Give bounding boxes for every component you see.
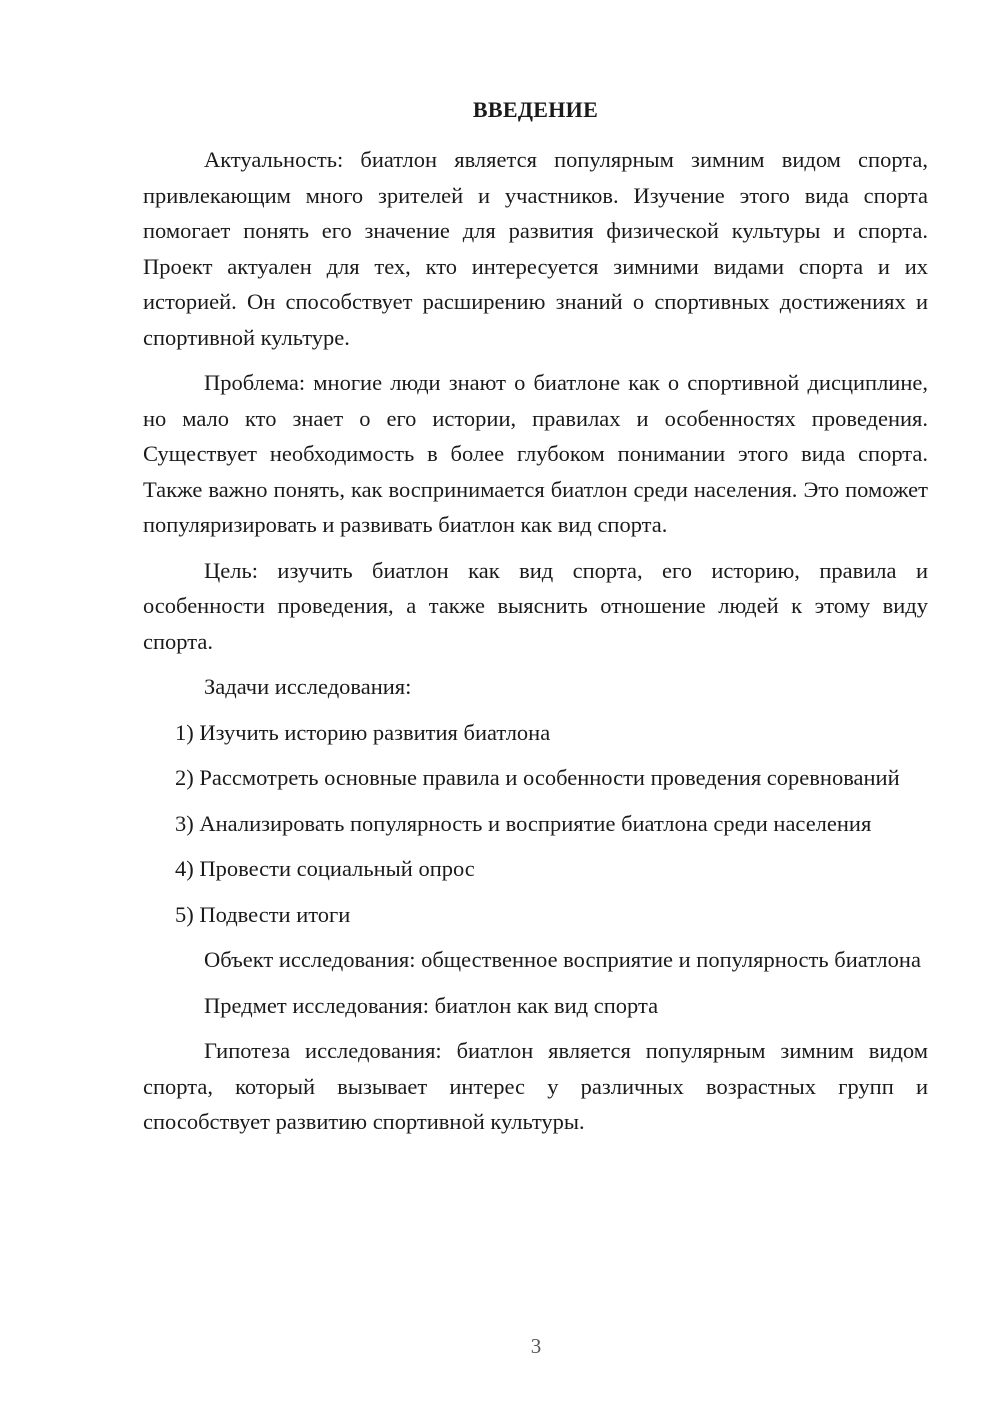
task-item: 3) Анализировать популярность и восприятие биатлона среди населения — [175, 810, 872, 836]
page-number: 3 — [530, 1334, 542, 1358]
problem-paragraph: Проблема: многие люди знают о биатлоне как о спортивной дисциплине, но мало кто знает о его истории, правилах и особенностях проведения. Существует необходимость в более глубоком понимании этого вида спорта. Также важно понять, как воспринимается биатлон среди населения. Это поможет популяризировать и развивать биатлон как вид спорта. — [143, 370, 928, 537]
subject-paragraph: Предмет исследования: биатлон как вид спорта — [204, 992, 659, 1018]
relevance-paragraph: Актуальность: биатлон является популярным зимним видом спорта, привлекающим много зрителей и участников. Изучение этого вида спорта помогает понять его значение для развития физической культуры и спорта. Проект актуален для тех, кто интересуется зимними видами спорта и их историей. Он способствует расширению знаний о спортивных достижениях и спортивной культуре. — [143, 147, 928, 350]
task-item: 5) Подвести итоги — [175, 901, 351, 927]
task-item: 1) Изучить историю развития биатлона — [175, 719, 551, 745]
tasks-heading: Задачи исследования: — [204, 674, 412, 699]
section-title: ВВЕДЕНИЕ — [472, 97, 599, 122]
task-item: 4) Провести социальный опрос — [175, 856, 475, 881]
document-body — [143, 142, 928, 1150]
task-item: 2) Рассмотреть основные правила и особенности проведения соревнований — [175, 765, 900, 790]
hypothesis-paragraph: Гипотеза исследования: биатлон является популярным зимним видом спорта, который вызывает интерес у различных возрастных групп и способствует развитию спортивной культуры. — [143, 1038, 928, 1134]
goal-paragraph: Цель: изучить биатлон как вид спорта, его историю, правила и особенности проведения, а также выяснить отношение людей к этому виду спорта. — [143, 557, 928, 654]
object-paragraph: Объект исследования: общественное восприятие и популярность биатлона — [204, 947, 921, 972]
